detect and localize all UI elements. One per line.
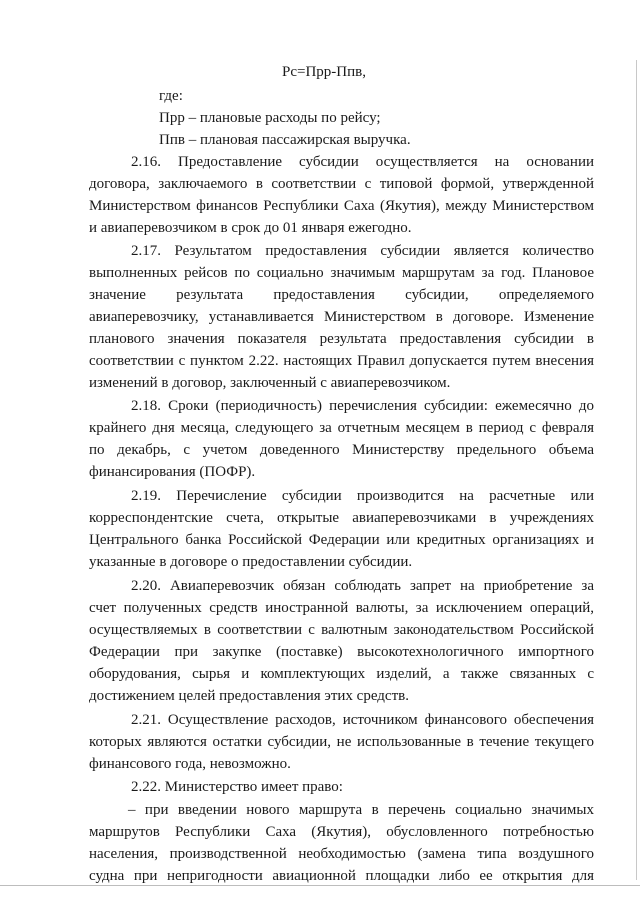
para-2-17-line-2: выполненных рейсов по социально значимым маршрутам за год. Плановое [89,265,594,281]
para-2-16-line-4: и авиаперевозчиком в срок до 01 января ежегодно. [89,220,412,236]
para-2-18-line-3: по декабрь, с учетом доведенного Министерству предельного объема [89,442,594,458]
para-2-18-line-4: финансирования (ПОФР). [89,464,256,480]
list-item-line-3: населения, производственной необходимостью (замена типа воздушного [89,846,594,862]
page-bottom-rule [0,885,640,886]
para-2-21-line-1: 2.21. Осуществление расходов, источником финансового обеспечения [131,712,594,728]
para-2-16-line-3: Министерством финансов Республики Саха (Якутия), между Министерством [89,198,594,214]
para-2-21-line-2: которых являются остатки субсидии, не использованные в течение текущего [89,734,594,750]
scan-edge-shadow [636,60,637,880]
list-item-line-1: – при введении нового маршрута в перечень социально значимых [128,802,594,818]
list-item-line-2: маршрутов Республики Саха (Якутия), обусловленного потребностью [89,824,594,840]
para-2-20-line-1: 2.20. Авиаперевозчик обязан соблюдать запрет на приобретение за [131,578,594,594]
para-2-19-line-3: Центрального банка Российской Федерации или кредитных организациях и [89,532,594,548]
para-2-20-line-6: достижением целей предоставления этих средств. [89,688,409,704]
para-2-19-line-4: указанные в договоре о предоставлении субсидии. [89,554,413,570]
para-2-20-line-5: оборудования, сырья и комплектующих изделий, а также связанных с [89,666,594,682]
para-2-18-line-2: крайнего дня месяца, следующего за отчетным месяцем в период с февраля [89,420,594,436]
para-2-17-line-6: соответствии с пунктом 2.22. настоящих Правил допускается путем внесения [89,353,594,369]
para-2-19-line-2: корреспондентские счета, открытые авиаперевозчиками в учреждениях [89,510,594,526]
para-2-20-line-3: осуществляемых в соответствии с валютным законодательством Российской [89,622,594,638]
para-2-19-line-1: 2.19. Перечисление субсидии производится на расчетные или [131,488,594,504]
para-2-22-line-1: 2.22. Министерство имеет право: [131,779,343,795]
para-2-20-line-2: счет полученных средств иностранной валюты, за исключением операций, [89,600,594,616]
para-2-17-line-5: планового значения показателя результата предоставления субсидии в [89,331,594,347]
para-2-20-line-4: Федерации при закупке (поставке) высокотехнологичного импортного [89,644,594,660]
para-2-17-line-1: 2.17. Результатом предоставления субсидии является количество [131,243,594,259]
formula: Рс=Прр-Ппв, [282,64,366,80]
para-2-17-line-3: значение результата предоставления субсидии, определяемого [89,287,594,303]
para-2-16-line-2: договора, заключаемого в соответствии с типовой формой, утвержденной [89,176,594,192]
para-2-17-line-7: изменений в договор, заключенный с авиаперевозчиком. [89,375,451,391]
para-2-17-line-4: авиаперевозчику, устанавливается Министерством в договоре. Изменение [89,309,594,325]
list-item-line-4: судна при непригодности авиационной площадки либо ее открытия для [89,868,594,884]
definition-ppv: Ппв – плановая пассажирская выручка. [159,132,411,148]
where-label: где: [159,88,183,104]
definition-prr: Прр – плановые расходы по рейсу; [159,110,381,126]
para-2-21-line-3: финансового года, невозможно. [89,756,291,772]
para-2-16-line-1: 2.16. Предоставление субсидии осуществляется на основании [131,154,594,170]
para-2-18-line-1: 2.18. Сроки (периодичность) перечисления субсидии: ежемесячно до [131,398,594,414]
